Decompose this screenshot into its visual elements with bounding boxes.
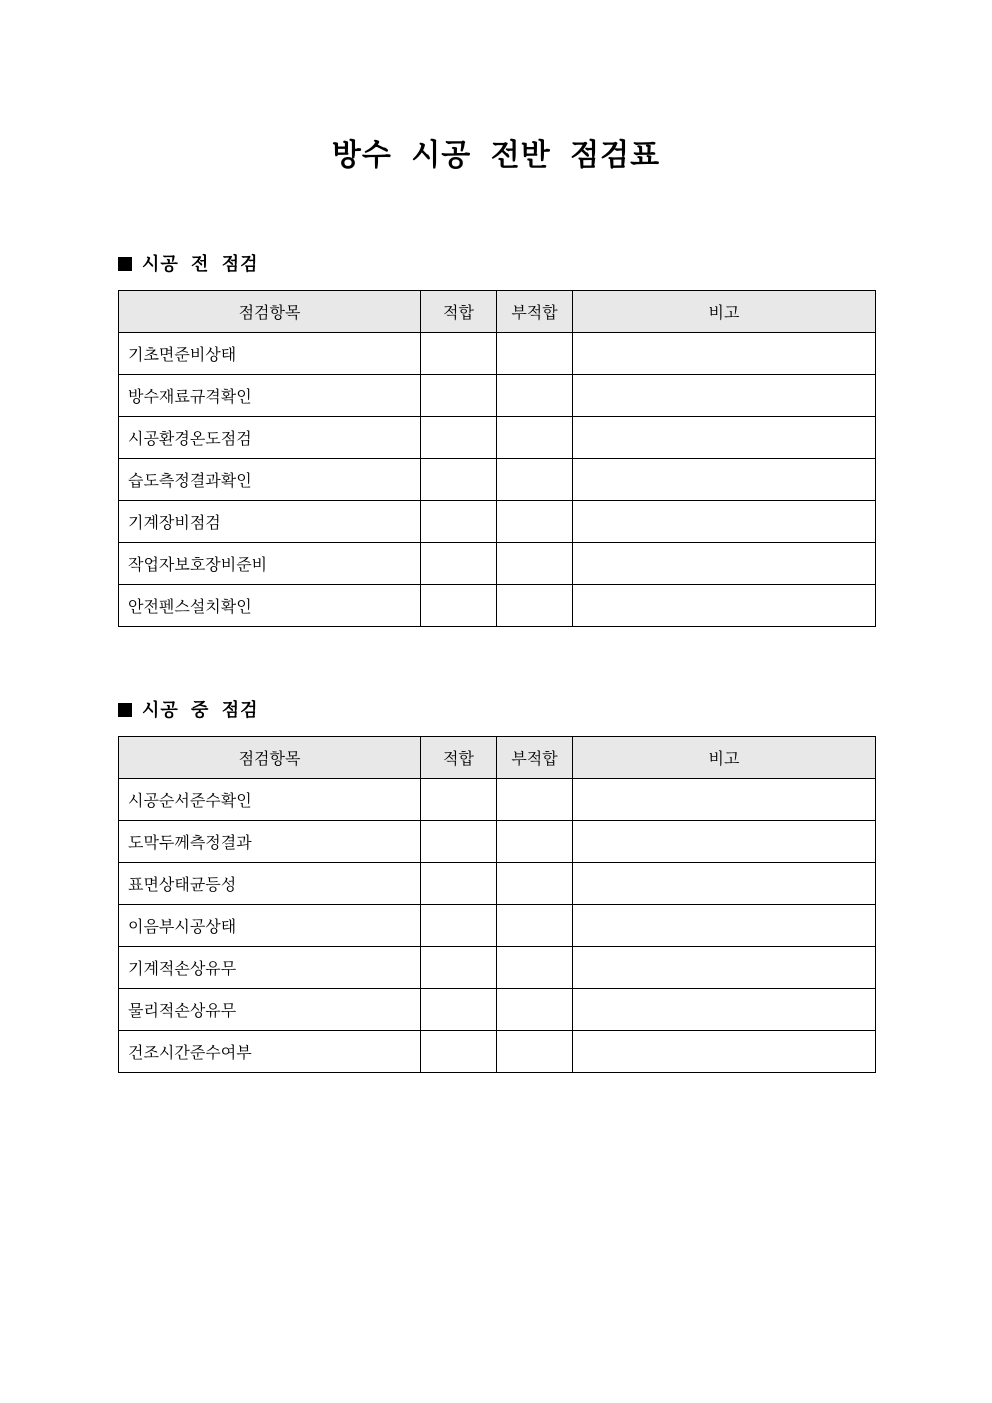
table-row bbox=[119, 543, 876, 585]
pass-cell[interactable] bbox=[421, 863, 497, 905]
item-cell: 안전펜스설치확인 bbox=[119, 585, 421, 627]
remarks-cell[interactable] bbox=[573, 543, 876, 585]
pass-cell[interactable] bbox=[421, 543, 497, 585]
item-cell: 시공환경온도점검 bbox=[119, 417, 421, 459]
fail-cell[interactable] bbox=[497, 333, 573, 375]
pass-cell[interactable] bbox=[421, 375, 497, 417]
fail-cell[interactable] bbox=[497, 947, 573, 989]
table-row bbox=[119, 417, 876, 459]
item-cell: 기계장비점검 bbox=[119, 501, 421, 543]
section-heading-pre-construction bbox=[118, 252, 258, 278]
section-heading-during-construction bbox=[118, 698, 258, 724]
pre-construction-checklist-table bbox=[118, 290, 876, 627]
table-row bbox=[119, 863, 876, 905]
column-header-fail: 부적합 bbox=[497, 737, 573, 779]
remarks-cell[interactable] bbox=[573, 585, 876, 627]
remarks-cell[interactable] bbox=[573, 821, 876, 863]
pass-cell[interactable] bbox=[421, 821, 497, 863]
item-cell: 작업자보호장비준비 bbox=[119, 543, 421, 585]
column-header-pass: 적합 bbox=[421, 737, 497, 779]
item-cell: 이음부시공상태 bbox=[119, 905, 421, 947]
item-cell: 시공순서준수확인 bbox=[119, 779, 421, 821]
remarks-cell[interactable] bbox=[573, 989, 876, 1031]
column-header-remarks: 비고 bbox=[573, 737, 876, 779]
document-title: 방수 시공 전반 점검표 bbox=[331, 138, 661, 173]
fail-cell[interactable] bbox=[497, 501, 573, 543]
fail-cell[interactable] bbox=[497, 585, 573, 627]
item-cell: 물리적손상유무 bbox=[119, 989, 421, 1031]
column-header-pass: 적합 bbox=[421, 291, 497, 333]
square-bullet-icon bbox=[118, 257, 132, 271]
pass-cell[interactable] bbox=[421, 947, 497, 989]
section-heading-label: 시공 전 점검 bbox=[142, 254, 259, 275]
remarks-cell[interactable] bbox=[573, 417, 876, 459]
item-cell: 습도측정결과확인 bbox=[119, 459, 421, 501]
remarks-cell[interactable] bbox=[573, 501, 876, 543]
item-cell: 표면상태균등성 bbox=[119, 863, 421, 905]
fail-cell[interactable] bbox=[497, 821, 573, 863]
column-header-item: 점검항목 bbox=[119, 737, 421, 779]
table-row bbox=[119, 989, 876, 1031]
table-header-row bbox=[119, 737, 876, 779]
pass-cell[interactable] bbox=[421, 989, 497, 1031]
pass-cell[interactable] bbox=[421, 1031, 497, 1073]
pass-cell[interactable] bbox=[421, 905, 497, 947]
remarks-cell[interactable] bbox=[573, 333, 876, 375]
item-cell: 기계적손상유무 bbox=[119, 947, 421, 989]
table-row bbox=[119, 1031, 876, 1073]
pass-cell[interactable] bbox=[421, 333, 497, 375]
item-cell: 건조시간준수여부 bbox=[119, 1031, 421, 1073]
remarks-cell[interactable] bbox=[573, 459, 876, 501]
section-heading-label: 시공 중 점검 bbox=[142, 700, 259, 721]
square-bullet-icon bbox=[118, 703, 132, 717]
table-row bbox=[119, 947, 876, 989]
table-row bbox=[119, 375, 876, 417]
table-row bbox=[119, 501, 876, 543]
pass-cell[interactable] bbox=[421, 585, 497, 627]
table-row bbox=[119, 905, 876, 947]
column-header-item: 점검항목 bbox=[119, 291, 421, 333]
column-header-remarks: 비고 bbox=[573, 291, 876, 333]
remarks-cell[interactable] bbox=[573, 863, 876, 905]
during-construction-checklist-table bbox=[118, 736, 876, 1073]
item-cell: 기초면준비상태 bbox=[119, 333, 421, 375]
fail-cell[interactable] bbox=[497, 459, 573, 501]
remarks-cell[interactable] bbox=[573, 779, 876, 821]
table-row bbox=[119, 779, 876, 821]
remarks-cell[interactable] bbox=[573, 1031, 876, 1073]
table-row bbox=[119, 333, 876, 375]
pass-cell[interactable] bbox=[421, 459, 497, 501]
fail-cell[interactable] bbox=[497, 905, 573, 947]
table-header-row bbox=[119, 291, 876, 333]
fail-cell[interactable] bbox=[497, 1031, 573, 1073]
pass-cell[interactable] bbox=[421, 779, 497, 821]
table-row bbox=[119, 585, 876, 627]
table-row bbox=[119, 459, 876, 501]
table-row bbox=[119, 821, 876, 863]
pass-cell[interactable] bbox=[421, 501, 497, 543]
fail-cell[interactable] bbox=[497, 863, 573, 905]
remarks-cell[interactable] bbox=[573, 375, 876, 417]
item-cell: 도막두께측정결과 bbox=[119, 821, 421, 863]
remarks-cell[interactable] bbox=[573, 947, 876, 989]
remarks-cell[interactable] bbox=[573, 905, 876, 947]
item-cell: 방수재료규격확인 bbox=[119, 375, 421, 417]
column-header-fail: 부적합 bbox=[497, 291, 573, 333]
fail-cell[interactable] bbox=[497, 417, 573, 459]
pass-cell[interactable] bbox=[421, 417, 497, 459]
fail-cell[interactable] bbox=[497, 375, 573, 417]
fail-cell[interactable] bbox=[497, 989, 573, 1031]
fail-cell[interactable] bbox=[497, 779, 573, 821]
fail-cell[interactable] bbox=[497, 543, 573, 585]
